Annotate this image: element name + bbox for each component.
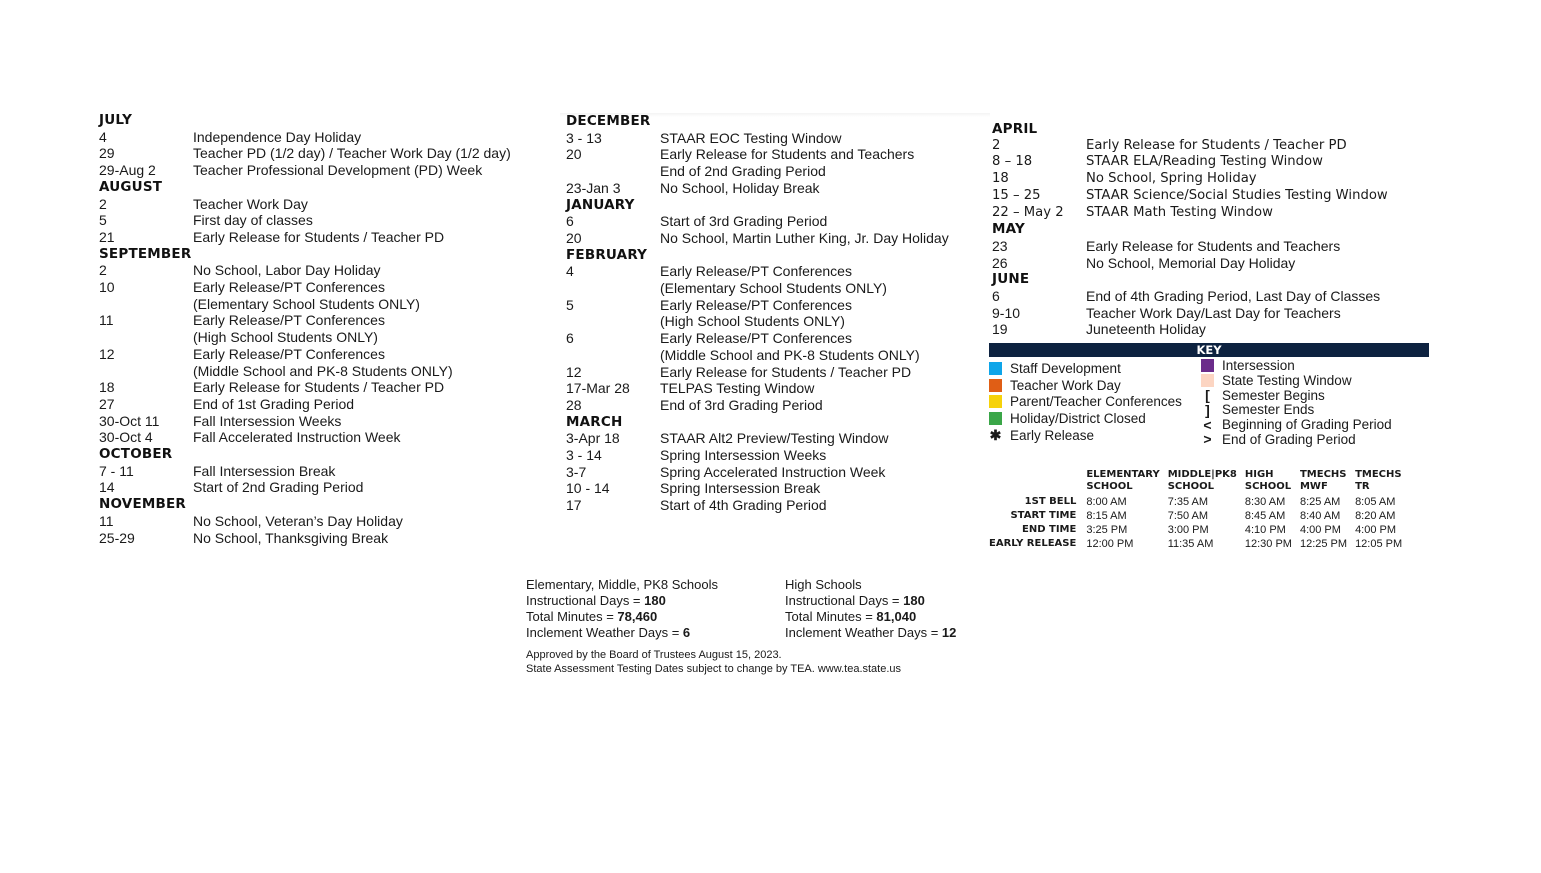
event-description: Fall Accelerated Instruction Week — [193, 429, 401, 446]
event-date: 18 — [99, 379, 115, 396]
key-symbol-icon: > — [1203, 431, 1212, 448]
calendar-event — [99, 413, 539, 430]
bell-time: 8:40 AM — [1299, 510, 1341, 522]
event-date: 29-Aug 2 — [99, 162, 156, 179]
bell-time: 12:25 PM — [1299, 538, 1348, 550]
summary-high-minutes: Total Minutes = 81,040 — [785, 609, 917, 624]
calendar-event — [99, 396, 539, 413]
bell-schedule-table — [989, 469, 1410, 551]
summary-elementary-title: Elementary, Middle, PK8 Schools — [526, 577, 718, 592]
bell-time: 11:35 AM — [1167, 538, 1214, 550]
key-label: State Testing Window — [1222, 372, 1352, 388]
calendar-event — [566, 480, 986, 497]
event-description: No School, Martin Luther King, Jr. Day Holiday — [660, 229, 949, 246]
calendar-event — [566, 213, 986, 230]
bell-column-header — [1086, 469, 1167, 495]
event-description: TELPAS Testing Window — [660, 380, 815, 397]
key-swatch — [1201, 359, 1214, 372]
testing-disclaimer: State Assessment Testing Dates subject to change by TEA. www.tea.state.us — [526, 663, 902, 675]
event-description: Early Release/PT Conferences — [660, 330, 852, 347]
event-date: 26 — [992, 254, 1008, 271]
event-date: 3 - 14 — [566, 447, 602, 464]
calendar-event — [992, 205, 1432, 222]
calendar-event — [566, 330, 986, 347]
bell-row — [989, 523, 1410, 537]
month-heading: NOVEMBER — [99, 496, 187, 513]
month-heading: DECEMBER — [566, 113, 651, 129]
event-description: No School, Veteran’s Day Holiday — [193, 512, 403, 529]
event-date: 4 — [566, 263, 574, 280]
calendar-event — [566, 180, 986, 197]
key-symbol-icon: ✱ — [989, 427, 1002, 444]
key-label: Beginning of Grading Period — [1222, 417, 1392, 433]
event-description: Spring Accelerated Instruction Week — [660, 463, 886, 480]
bell-header-line: SCHOOL — [1167, 481, 1214, 492]
event-date: 10 — [99, 279, 115, 296]
calendar-event — [992, 188, 1432, 205]
event-date: 3 - 13 — [566, 129, 602, 146]
bell-time: 7:50 AM — [1167, 510, 1209, 522]
calendar-event — [992, 255, 1432, 272]
event-description: Early Release/PT Conferences — [193, 345, 385, 362]
calendar-event — [992, 288, 1432, 305]
key-item — [989, 360, 1182, 377]
event-description: No School, Thanksgiving Break — [193, 529, 389, 546]
event-date: 19 — [992, 321, 1008, 338]
bell-time: 4:00 PM — [1355, 524, 1397, 536]
event-date: 23 — [992, 237, 1008, 254]
bell-header-line: TMECHS — [1355, 469, 1402, 480]
event-description: Early Release for Students / Teacher PD — [660, 363, 912, 380]
calendar-event — [992, 238, 1432, 255]
month-heading: SEPTEMBER — [99, 245, 192, 262]
event-date: 28 — [566, 396, 582, 413]
calendar-event — [99, 479, 539, 496]
event-date: 3-7 — [566, 463, 587, 480]
calendar-event — [99, 346, 539, 363]
bell-time: 4:10 PM — [1244, 524, 1286, 536]
key-header: KEY — [989, 343, 1429, 357]
month-heading: MARCH — [566, 413, 623, 430]
bell-time: 8:25 AM — [1299, 496, 1341, 508]
month-heading: FEBRUARY — [566, 246, 648, 263]
calendar-column-1 — [99, 112, 539, 546]
bell-row — [989, 509, 1410, 523]
bell-header-line: TR — [1355, 481, 1370, 492]
calendar-event — [566, 230, 986, 247]
event-description: Fall Intersession Break — [193, 462, 336, 479]
calendar-event — [99, 262, 539, 279]
calendar-event — [99, 296, 539, 313]
summary-high-title: High Schools — [785, 577, 862, 592]
bell-time: 3:00 PM — [1167, 524, 1209, 536]
event-description: Teacher Work Day/Last Day for Teachers — [1086, 304, 1341, 321]
event-date — [566, 347, 660, 364]
calendar-event — [566, 397, 986, 414]
event-date: 17 — [566, 497, 582, 514]
event-date: 11 — [99, 512, 114, 529]
key-label: Holiday/District Closed — [1010, 411, 1146, 427]
summary-high-days: Instructional Days = 180 — [785, 593, 925, 608]
calendar-event — [566, 364, 986, 381]
event-date: 5 — [99, 212, 107, 229]
summary-elementary — [526, 577, 718, 641]
key-label: Intersession — [1222, 357, 1295, 373]
event-date: 6 — [992, 288, 1000, 305]
event-description: Early Release for Students / Teacher PD — [1086, 137, 1347, 153]
event-description: (Elementary School Students ONLY) — [193, 295, 420, 312]
event-description: Start of 2nd Grading Period — [193, 479, 364, 496]
calendar-event — [99, 129, 539, 146]
calendar-event — [992, 138, 1432, 155]
event-description: STAAR Alt2 Preview/Testing Window — [660, 430, 889, 447]
key-swatch — [989, 412, 1002, 425]
calendar-event — [566, 146, 986, 163]
event-date — [566, 163, 660, 180]
bell-header-line: HIGH — [1244, 469, 1274, 480]
bell-header-line: TMECHS — [1299, 469, 1347, 480]
event-description: (Middle School and PK-8 Students ONLY) — [660, 346, 920, 363]
bell-column-header — [1168, 469, 1245, 495]
bell-time: 12:30 PM — [1244, 538, 1292, 550]
calendar-event — [566, 263, 986, 280]
event-date: 2 — [99, 262, 107, 279]
event-date: 2 — [992, 137, 1001, 153]
event-description: STAAR ELA/Reading Testing Window — [1086, 154, 1323, 170]
event-description: Start of 3rd Grading Period — [660, 213, 828, 230]
calendar-event — [99, 145, 539, 162]
bell-time: 8:45 AM — [1244, 510, 1286, 522]
bell-header-line: SCHOOL — [1086, 481, 1133, 492]
bell-time: 8:30 AM — [1244, 496, 1286, 508]
summary-high-weather: Inclement Weather Days = 12 — [785, 625, 957, 640]
event-date: 17-Mar 28 — [566, 380, 630, 397]
month-heading: MAY — [992, 221, 1025, 238]
event-date — [99, 296, 193, 313]
event-description: (High School Students ONLY) — [193, 329, 378, 346]
event-date — [566, 313, 660, 330]
calendar-event — [566, 280, 986, 297]
event-date: 30-Oct 4 — [99, 429, 153, 446]
key-item — [1201, 417, 1392, 432]
event-description: No School, Memorial Day Holiday — [1086, 254, 1296, 271]
key-symbol-icon: ] — [1205, 401, 1210, 418]
event-date: 10 - 14 — [566, 480, 610, 497]
event-description: STAAR Science/Social Studies Testing Window — [1086, 187, 1388, 203]
event-description: (Middle School and PK-8 Students ONLY) — [193, 362, 453, 379]
key-label: Early Release — [1010, 428, 1095, 444]
key-label: Teacher Work Day — [1010, 377, 1121, 393]
key-label: Semester Ends — [1222, 402, 1315, 418]
bell-time: 8:20 AM — [1355, 510, 1396, 522]
key-item — [989, 427, 1182, 444]
key-swatch — [989, 395, 1002, 408]
bell-row — [989, 537, 1410, 551]
event-date: 11 — [99, 312, 114, 329]
event-date: 23-Jan 3 — [566, 179, 621, 196]
bell-time: 4:00 PM — [1299, 524, 1341, 536]
calendar-event — [99, 463, 539, 480]
calendar-event — [566, 313, 986, 330]
event-date: 6 — [566, 330, 574, 347]
event-description: Independence Day Holiday — [193, 128, 362, 145]
key-legend-right — [1201, 358, 1392, 447]
event-description: Spring Intersession Weeks — [660, 447, 827, 464]
event-date: 15 – 25 — [992, 187, 1041, 203]
event-date: 29 — [99, 145, 115, 162]
calendar-event — [992, 154, 1432, 171]
event-date: 18 — [992, 171, 1009, 187]
key-item — [1201, 432, 1392, 447]
event-description: Early Release/PT Conferences — [193, 312, 385, 329]
bell-row-label: 1ST BELL — [1024, 496, 1077, 507]
event-date — [99, 329, 193, 346]
calendar-event — [566, 380, 986, 397]
event-date: 30-Oct 11 — [99, 412, 160, 429]
calendar-event — [99, 530, 539, 547]
calendar-event — [566, 297, 986, 314]
calendar-event — [566, 447, 986, 464]
bell-time: 8:00 AM — [1086, 496, 1127, 508]
key-swatch — [1201, 374, 1214, 387]
event-description: Early Release/PT Conferences — [660, 263, 852, 280]
bell-header-line: SCHOOL — [1244, 481, 1292, 492]
event-description: (Elementary School Students ONLY) — [660, 280, 887, 297]
calendar-column-3 — [992, 121, 1432, 338]
calendar-event — [566, 497, 986, 514]
summary-elementary-minutes: Total Minutes = 78,460 — [526, 609, 658, 624]
event-description: Juneteenth Holiday — [1086, 321, 1206, 338]
calendar-event — [566, 347, 986, 364]
event-description: Teacher PD (1/2 day) / Teacher Work Day (1/2 day) — [193, 145, 511, 162]
event-date: 2 — [99, 195, 107, 212]
calendar-event — [99, 379, 539, 396]
bell-row-label: END TIME — [1022, 524, 1077, 535]
bell-time: 3:25 PM — [1086, 524, 1128, 536]
approval-note: Approved by the Board of Trustees August 15, 2023. — [526, 649, 782, 661]
month-heading: JULY — [99, 112, 133, 128]
summary-elementary-weather: Inclement Weather Days = 6 — [526, 625, 691, 640]
bell-time: 8:05 AM — [1355, 496, 1396, 508]
calendar-event — [99, 429, 539, 446]
calendar-event — [99, 312, 539, 329]
event-description: STAAR Math Testing Window — [1086, 204, 1273, 220]
calendar-event — [99, 212, 539, 229]
calendar-event — [992, 321, 1432, 338]
event-description: End of 1st Grading Period — [193, 395, 355, 412]
event-date: 7 - 11 — [99, 462, 134, 479]
event-date: 20 — [566, 229, 582, 246]
event-description: Start of 4th Grading Period — [660, 497, 827, 514]
summary-elementary-days: Instructional Days = 180 — [526, 593, 666, 608]
bell-header-line: MIDDLE|PK8 — [1167, 469, 1237, 480]
event-date: 3-Apr 18 — [566, 430, 620, 447]
bell-header-line: ELEMENTARY — [1086, 469, 1160, 480]
bell-row — [989, 495, 1410, 509]
bell-row-label: EARLY RELEASE — [989, 538, 1077, 549]
calendar-event — [99, 363, 539, 380]
month-heading: APRIL — [992, 121, 1038, 137]
calendar-event — [566, 464, 986, 481]
event-date: 14 — [99, 479, 115, 496]
bell-time: 8:15 AM — [1086, 510, 1127, 522]
event-date — [566, 280, 660, 297]
bell-time: 12:05 PM — [1355, 538, 1403, 550]
event-date — [99, 363, 193, 380]
event-date: 21 — [99, 228, 115, 245]
event-date: 22 – May 2 — [992, 204, 1064, 220]
event-description: End of 3rd Grading Period — [660, 396, 823, 413]
key-swatch — [989, 362, 1002, 375]
event-description: Early Release for Students and Teachers — [660, 146, 915, 163]
summary-high — [785, 577, 956, 641]
event-date: 5 — [566, 296, 574, 313]
calendar-column-2 — [566, 113, 986, 514]
event-date: 4 — [99, 128, 107, 145]
calendar-event — [99, 196, 539, 213]
key-label: Semester Begins — [1222, 387, 1325, 403]
calendar-event — [99, 329, 539, 346]
key-item — [989, 410, 1182, 427]
bell-column-header — [1245, 469, 1300, 495]
key-label: Staff Development — [1010, 360, 1121, 376]
calendar-event — [566, 130, 986, 147]
key-swatch — [989, 379, 1002, 392]
event-description: Fall Intersession Weeks — [193, 412, 342, 429]
event-date: 12 — [566, 363, 582, 380]
month-heading: JUNE — [992, 271, 1030, 288]
calendar-event — [992, 305, 1432, 322]
bell-header-line: MWF — [1299, 481, 1328, 492]
event-date: 20 — [566, 146, 582, 163]
calendar-event — [566, 430, 986, 447]
key-item — [1201, 358, 1392, 373]
event-date: 27 — [99, 395, 115, 412]
bell-row-label: START TIME — [1010, 510, 1077, 521]
key-label: End of Grading Period — [1222, 431, 1356, 447]
event-date: 6 — [566, 213, 574, 230]
month-heading: AUGUST — [99, 178, 163, 195]
event-description: (High School Students ONLY) — [660, 313, 845, 330]
bell-time: 7:35 AM — [1167, 496, 1209, 508]
event-description: Early Release for Students and Teachers — [1086, 237, 1341, 254]
event-description: Spring Intersession Break — [660, 480, 821, 497]
event-description: First day of classes — [193, 212, 313, 229]
calendar-event — [99, 162, 539, 179]
event-description: Teacher Professional Development (PD) Week — [193, 162, 483, 179]
key-item — [989, 377, 1182, 394]
key-symbol-icon: < — [1203, 416, 1212, 433]
event-description: Early Release for Students / Teacher PD — [193, 379, 445, 396]
key-item — [1201, 373, 1392, 388]
key-symbol-icon: [ — [1205, 387, 1210, 403]
event-date: 8 – 18 — [992, 154, 1033, 170]
key-item — [1201, 388, 1392, 403]
event-date: 12 — [99, 345, 115, 362]
event-description: No School, Spring Holiday — [1086, 171, 1257, 187]
calendar-event — [992, 171, 1432, 188]
event-description: No School, Labor Day Holiday — [193, 262, 381, 279]
month-heading: OCTOBER — [99, 446, 173, 463]
event-description: Early Release for Students / Teacher PD — [193, 228, 445, 245]
bell-column-header — [1300, 469, 1355, 495]
event-description: End of 2nd Grading Period — [660, 163, 826, 180]
event-description: End of 4th Grading Period, Last Day of Classes — [1086, 288, 1381, 305]
key-item — [989, 394, 1182, 411]
month-heading: JANUARY — [566, 196, 635, 213]
footnotes — [526, 648, 901, 676]
event-description: Early Release/PT Conferences — [660, 296, 852, 313]
bell-column-header — [1355, 469, 1410, 495]
calendar-event — [566, 163, 986, 180]
event-date: 25-29 — [99, 529, 135, 546]
event-description: Teacher Work Day — [193, 195, 308, 212]
calendar-event — [99, 229, 539, 246]
event-description: Early Release/PT Conferences — [193, 279, 385, 296]
calendar-event — [99, 279, 539, 296]
bell-corner — [989, 469, 1086, 495]
event-description: No School, Holiday Break — [660, 179, 820, 196]
calendar-event — [99, 513, 539, 530]
key-label: Parent/Teacher Conferences — [1010, 394, 1182, 410]
event-description: STAAR EOC Testing Window — [660, 129, 842, 146]
key-item — [1201, 402, 1392, 417]
event-date: 9-10 — [992, 304, 1021, 321]
key-legend-left — [989, 360, 1182, 444]
bell-time: 12:00 PM — [1086, 538, 1134, 550]
